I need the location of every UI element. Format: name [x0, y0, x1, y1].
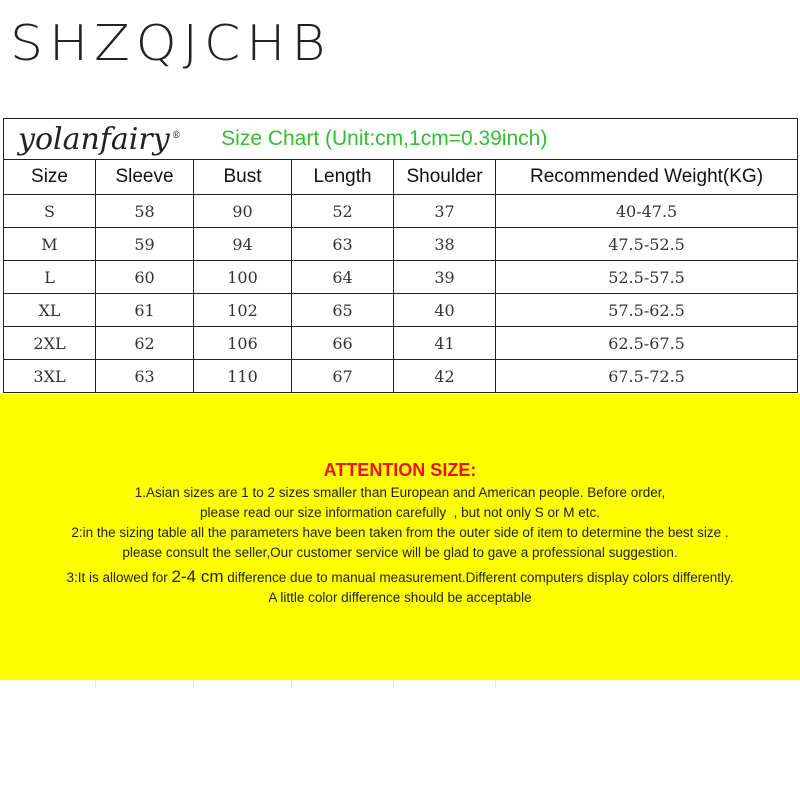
- divider: [95, 680, 96, 688]
- tolerance-highlight: 2-4 cm: [171, 567, 224, 586]
- brand-title: SHZQJCHB: [10, 15, 332, 73]
- cell-weight: 62.5-67.5: [496, 327, 798, 360]
- cell-size: 3XL: [4, 360, 96, 393]
- header-length: Length: [292, 160, 394, 195]
- header-recommended-weight: Recommended Weight(KG): [496, 160, 798, 195]
- cell-weight: 52.5-57.5: [496, 261, 798, 294]
- divider: [495, 680, 496, 688]
- table-row: [4, 327, 798, 360]
- cell-length: 64: [292, 261, 394, 294]
- size-chart-table: [3, 118, 798, 393]
- header-sleeve: Sleeve: [96, 160, 194, 195]
- cell-weight: 67.5-72.5: [496, 360, 798, 393]
- cell-weight: 57.5-62.5: [496, 294, 798, 327]
- notice-line: [0, 567, 800, 588]
- notice-line: please consult the seller,Our customer service will be glad to gave a professional suggestion.: [122, 545, 678, 560]
- cell-sleeve: 60: [96, 261, 194, 294]
- cell-bust: 106: [194, 327, 292, 360]
- cell-bust: 102: [194, 294, 292, 327]
- table-row: [4, 261, 798, 294]
- cell-bust: 94: [194, 228, 292, 261]
- cell-shoulder: 41: [394, 327, 496, 360]
- cell-bust: 110: [194, 360, 292, 393]
- attention-notice-panel: [0, 394, 800, 680]
- cell-length: 66: [292, 327, 394, 360]
- attention-heading: ATTENTION SIZE:: [323, 460, 477, 480]
- cell-sleeve: 61: [96, 294, 194, 327]
- cell-sleeve: 59: [96, 228, 194, 261]
- notice-line: please read our size information carefully , but not only S or M etc.: [200, 505, 600, 520]
- divider: [193, 680, 194, 688]
- cell-size: S: [4, 195, 96, 228]
- notice-line: 1.Asian sizes are 1 to 2 sizes smaller than European and American people. Before order,: [134, 485, 666, 500]
- cell-length: 52: [292, 195, 394, 228]
- header-size: Size: [4, 160, 96, 195]
- table-header-row: [4, 160, 798, 195]
- cell-length: 63: [292, 228, 394, 261]
- table-row: [4, 360, 798, 393]
- table-row: [4, 294, 798, 327]
- cell-weight: 40-47.5: [496, 195, 798, 228]
- cell-length: 65: [292, 294, 394, 327]
- size-chart-title: Size Chart (Unit:cm,1cm=0.39inch): [221, 127, 548, 150]
- cell-size: M: [4, 228, 96, 261]
- divider: [291, 680, 292, 688]
- cell-shoulder: 42: [394, 360, 496, 393]
- cell-sleeve: 63: [96, 360, 194, 393]
- cell-shoulder: 39: [394, 261, 496, 294]
- cell-shoulder: 40: [394, 294, 496, 327]
- table-row: [4, 228, 798, 261]
- cell-sleeve: 58: [96, 195, 194, 228]
- size-chart-title-row: [4, 119, 798, 160]
- header-shoulder: Shoulder: [394, 160, 496, 195]
- header-bust: Bust: [194, 160, 292, 195]
- cell-shoulder: 38: [394, 228, 496, 261]
- cell-shoulder: 37: [394, 195, 496, 228]
- cell-sleeve: 62: [96, 327, 194, 360]
- cell-size: 2XL: [4, 327, 96, 360]
- cell-length: 67: [292, 360, 394, 393]
- notice-line: 2:in the sizing table all the parameters have been taken from the outer side of item to determine the best size .: [71, 525, 729, 540]
- yolanfairy-logo: yolanfairy ®: [18, 121, 181, 157]
- table-row: [4, 195, 798, 228]
- notice-line5-prefix: 3:It is allowed for: [66, 570, 168, 585]
- notice-line: A little color difference should be acceptable: [268, 590, 532, 605]
- divider: [393, 680, 394, 688]
- cell-weight: 47.5-52.5: [496, 228, 798, 261]
- notice-line5-suffix: difference due to manual measurement.Different computers display colors differently.: [227, 570, 734, 585]
- cell-size: L: [4, 261, 96, 294]
- cell-bust: 90: [194, 195, 292, 228]
- cell-bust: 100: [194, 261, 292, 294]
- cell-size: XL: [4, 294, 96, 327]
